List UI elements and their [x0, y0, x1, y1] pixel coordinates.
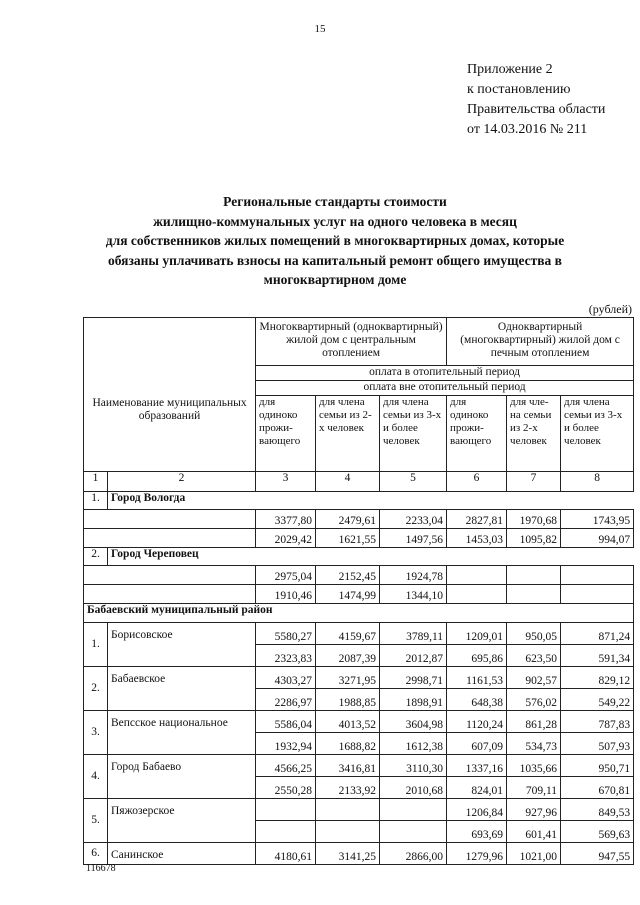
value-cell: 534,73: [507, 733, 561, 755]
table-row: [84, 755, 634, 777]
approval-line: Приложение 2: [467, 62, 553, 77]
column-number-row: [84, 472, 634, 492]
header-nonheating-period: оплата вне отопительный период: [256, 381, 634, 396]
value-cell: [447, 585, 507, 604]
value-cell: 549,22: [561, 689, 634, 711]
settlement-name: Санинское: [108, 843, 256, 865]
value-cell: 2233,04: [380, 510, 447, 529]
column-number: 6: [447, 472, 507, 492]
value-cell: 1344,10: [380, 585, 447, 604]
value-cell: 2550,28: [256, 777, 316, 799]
settlement-number: 6.: [84, 843, 108, 865]
column-number: 1: [84, 472, 108, 492]
value-cell: 4180,61: [256, 843, 316, 865]
header-sub-col: для члена семьи из 2-х человек: [316, 396, 380, 472]
city-number: 1.: [84, 492, 108, 510]
settlement-name: Бабаевское: [108, 667, 256, 711]
header-central-heating: Многоквартирный (одноквартирный) жилой дом с центральным отоплением: [256, 318, 447, 366]
value-cell: [380, 799, 447, 821]
value-cell: [380, 821, 447, 843]
value-cell: [561, 585, 634, 604]
value-cell: 607,09: [447, 733, 507, 755]
city-row: [84, 492, 634, 510]
approval-line: к постановлению: [467, 82, 571, 97]
table-row: [84, 566, 634, 585]
title-line: для собственников жилых помещений в многоквартирных домах, которые: [105, 233, 565, 248]
value-cell: 1161,53: [447, 667, 507, 689]
value-cell: 2029,42: [256, 529, 316, 548]
value-cell: 2133,92: [316, 777, 380, 799]
header-stove-heating: Одноквартирный (многоквартирный) жилой дом с печным отоплением: [447, 318, 634, 366]
value-cell: 5586,04: [256, 711, 316, 733]
column-number: 7: [507, 472, 561, 492]
value-cell: 695,86: [447, 645, 507, 667]
city-name: Город Вологда: [108, 492, 634, 510]
header-sub-col: для члена семьи из 3-х и более человек: [561, 396, 634, 472]
value-cell: 2827,81: [447, 510, 507, 529]
settlement-number: 1.: [84, 623, 108, 667]
value-cell: 4303,27: [256, 667, 316, 689]
value-cell: 670,81: [561, 777, 634, 799]
header-municipality: Наименование муниципальных образований: [84, 318, 256, 472]
value-cell: 576,02: [507, 689, 561, 711]
value-cell: [507, 585, 561, 604]
document-title: [60, 192, 610, 290]
value-cell: 1621,55: [316, 529, 380, 548]
value-cell: 3416,81: [316, 755, 380, 777]
header-sub-col: для чле-на семьи из 2-х человек: [507, 396, 561, 472]
settlement-name: Вепсское национальное: [108, 711, 256, 755]
value-cell: 1474,99: [316, 585, 380, 604]
value-cell: 2152,45: [316, 566, 380, 585]
table-row: [84, 510, 634, 529]
value-cell: 927,96: [507, 799, 561, 821]
value-cell: 2479,61: [316, 510, 380, 529]
table-row: [84, 623, 634, 645]
value-cell: 648,38: [447, 689, 507, 711]
title-line: Региональные стандарты стоимости: [223, 194, 447, 209]
value-cell: 1206,84: [447, 799, 507, 821]
value-cell: 2087,39: [316, 645, 380, 667]
approval-line: от 14.03.2016 № 211: [467, 122, 588, 137]
column-number: 5: [380, 472, 447, 492]
settlement-number: 2.: [84, 667, 108, 711]
value-cell: 1497,56: [380, 529, 447, 548]
value-cell: 1120,24: [447, 711, 507, 733]
settlement-name: Пяжозерское: [108, 799, 256, 843]
value-cell: 3110,30: [380, 755, 447, 777]
value-cell: 591,34: [561, 645, 634, 667]
value-cell: 4159,67: [316, 623, 380, 645]
value-cell: 1209,01: [447, 623, 507, 645]
header-sub-col: для одиноко прожи-вающего: [447, 396, 507, 472]
value-cell: 507,93: [561, 733, 634, 755]
value-cell: [316, 799, 380, 821]
value-cell: [256, 799, 316, 821]
value-cell: 871,24: [561, 623, 634, 645]
settlement-name: Борисовское: [108, 623, 256, 667]
value-cell: 623,50: [507, 645, 561, 667]
approval-block: [467, 60, 605, 140]
district-row: [84, 604, 634, 623]
value-cell: 1970,68: [507, 510, 561, 529]
table-row: [84, 711, 634, 733]
empty-cell: [84, 566, 256, 585]
value-cell: 2012,87: [380, 645, 447, 667]
header-heating-period: оплата в отопительный период: [256, 366, 634, 381]
column-number: 8: [561, 472, 634, 492]
value-cell: 2866,00: [380, 843, 447, 865]
value-cell: 829,12: [561, 667, 634, 689]
value-cell: 569,63: [561, 821, 634, 843]
value-cell: 2323,83: [256, 645, 316, 667]
value-cell: 709,11: [507, 777, 561, 799]
value-cell: 1095,82: [507, 529, 561, 548]
empty-cell: [84, 529, 256, 548]
value-cell: [561, 566, 634, 585]
value-cell: 1612,38: [380, 733, 447, 755]
value-cell: 5580,27: [256, 623, 316, 645]
value-cell: 2010,68: [380, 777, 447, 799]
value-cell: 4566,25: [256, 755, 316, 777]
city-name: Город Череповец: [108, 548, 634, 566]
value-cell: 2998,71: [380, 667, 447, 689]
city-row: [84, 548, 634, 566]
title-line: жилищно-коммунальных услуг на одного человека в месяц: [153, 213, 517, 229]
value-cell: 947,55: [561, 843, 634, 865]
table-row: [84, 667, 634, 689]
value-cell: 3789,11: [380, 623, 447, 645]
value-cell: [447, 566, 507, 585]
value-cell: 861,28: [507, 711, 561, 733]
settlement-number: 3.: [84, 711, 108, 755]
value-cell: 1453,03: [447, 529, 507, 548]
value-cell: 4013,52: [316, 711, 380, 733]
empty-cell: [84, 585, 256, 604]
table-row: [84, 529, 634, 548]
value-cell: 1988,85: [316, 689, 380, 711]
value-cell: 693,69: [447, 821, 507, 843]
value-cell: 1688,82: [316, 733, 380, 755]
table-row: [84, 843, 634, 865]
value-cell: 2975,04: [256, 566, 316, 585]
value-cell: 1337,16: [447, 755, 507, 777]
settlement-number: 5.: [84, 799, 108, 843]
value-cell: 3141,25: [316, 843, 380, 865]
value-cell: 824,01: [447, 777, 507, 799]
city-number: 2.: [84, 548, 108, 566]
value-cell: 1898,91: [380, 689, 447, 711]
district-name: Бабаевский муниципальный район: [84, 604, 634, 623]
value-cell: 902,57: [507, 667, 561, 689]
value-cell: 849,53: [561, 799, 634, 821]
settlement-number: 4.: [84, 755, 108, 799]
value-cell: 601,41: [507, 821, 561, 843]
value-cell: 787,83: [561, 711, 634, 733]
value-cell: 1035,66: [507, 755, 561, 777]
title-line: многоквартирном доме: [263, 272, 407, 287]
value-cell: [256, 821, 316, 843]
value-cell: 1932,94: [256, 733, 316, 755]
footer-code: 116678: [86, 863, 116, 874]
column-number: 4: [316, 472, 380, 492]
header-sub-col: для одиноко прожи-вающего: [256, 396, 316, 472]
header-sub-col: для члена семьи из 3-х и более человек: [380, 396, 447, 472]
column-number: 3: [256, 472, 316, 492]
value-cell: 3271,95: [316, 667, 380, 689]
page-number: 15: [314, 23, 326, 35]
value-cell: 1743,95: [561, 510, 634, 529]
value-cell: 3604,98: [380, 711, 447, 733]
value-cell: 1279,96: [447, 843, 507, 865]
approval-line: Правительства области: [467, 102, 606, 117]
value-cell: 2286,97: [256, 689, 316, 711]
value-cell: 3377,80: [256, 510, 316, 529]
empty-cell: [84, 510, 256, 529]
title-line: обязаны уплачивать взносы на капитальный ремонт общего имущества в: [108, 252, 562, 268]
table-row: [84, 799, 634, 821]
value-cell: 950,71: [561, 755, 634, 777]
value-cell: 1910,46: [256, 585, 316, 604]
value-cell: [507, 566, 561, 585]
value-cell: 994,07: [561, 529, 634, 548]
settlement-name: Город Бабаево: [108, 755, 256, 799]
value-cell: 950,05: [507, 623, 561, 645]
table-row: [84, 585, 634, 604]
currency-unit: (рублей): [588, 302, 632, 316]
value-cell: 1021,00: [507, 843, 561, 865]
value-cell: [316, 821, 380, 843]
column-number: 2: [108, 472, 256, 492]
standards-table: [83, 317, 634, 865]
value-cell: 1924,78: [380, 566, 447, 585]
